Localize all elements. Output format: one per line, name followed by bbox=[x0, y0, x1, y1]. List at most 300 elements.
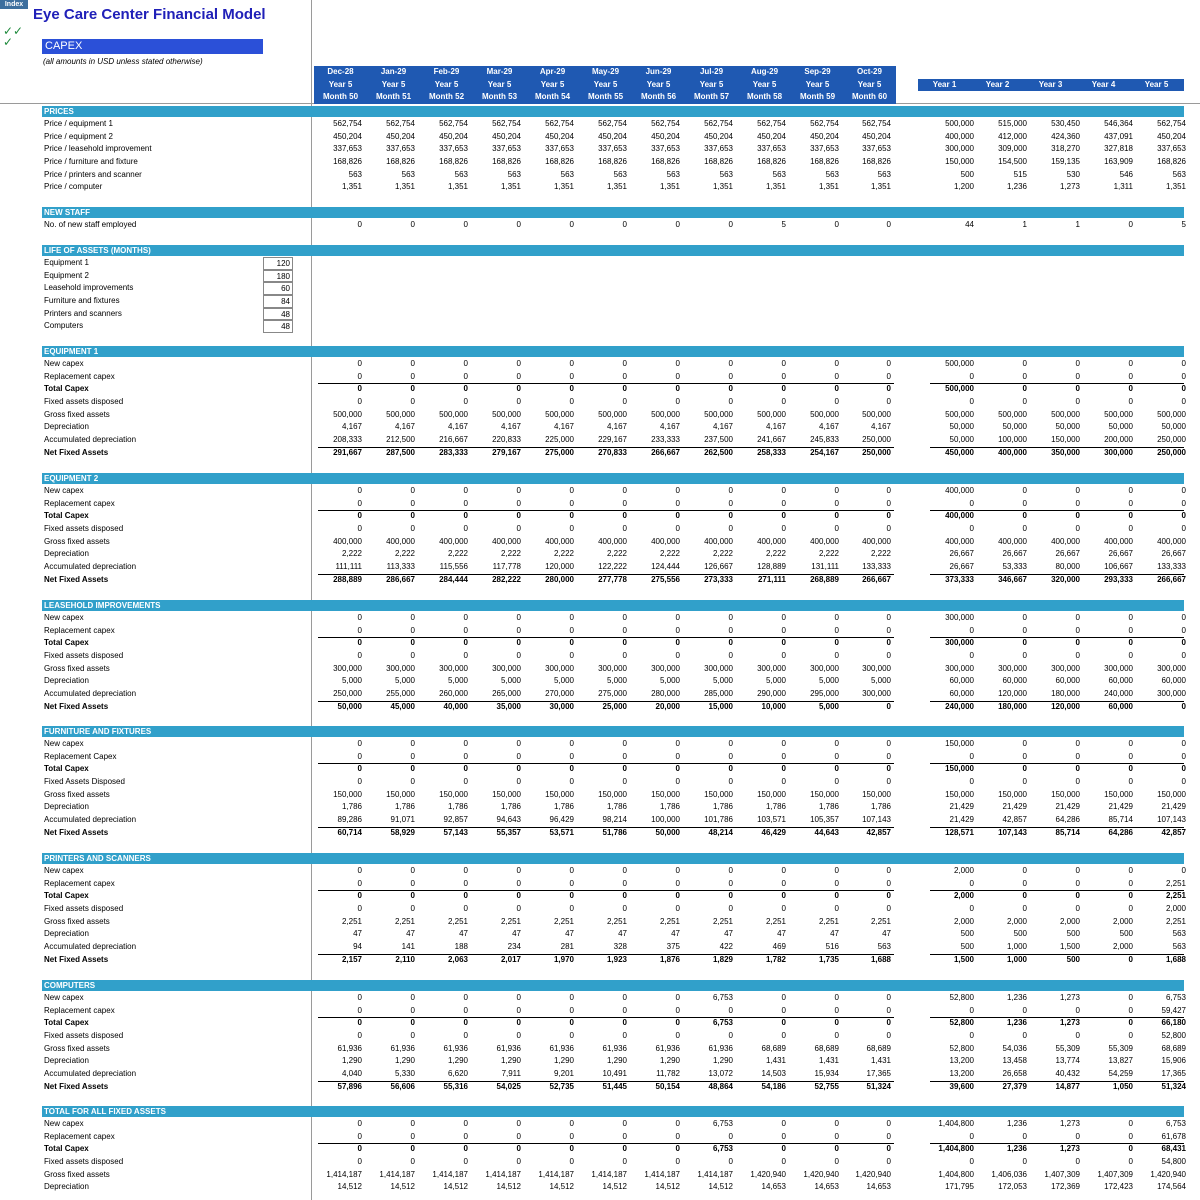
year-cell[interactable]: 2,000 bbox=[1112, 916, 1133, 926]
month-cell[interactable]: 57,896 bbox=[337, 1081, 362, 1091]
year-cell[interactable]: 150,000 bbox=[1051, 789, 1080, 799]
month-cell[interactable]: 2,222 bbox=[606, 549, 627, 559]
year-cell[interactable]: 42,857 bbox=[1002, 815, 1027, 825]
year-cell[interactable]: 64,286 bbox=[1108, 827, 1133, 837]
month-cell[interactable]: 5,000 bbox=[818, 701, 839, 711]
month-cell[interactable]: 51,445 bbox=[602, 1081, 627, 1091]
month-cell[interactable]: 60,714 bbox=[337, 827, 362, 837]
month-cell[interactable]: 124,444 bbox=[651, 562, 680, 572]
year-cell[interactable]: 0 bbox=[1022, 1031, 1027, 1041]
year-cell[interactable]: 13,200 bbox=[949, 1069, 974, 1079]
year-cell[interactable]: 200,000 bbox=[1104, 435, 1133, 445]
month-cell[interactable]: 168,826 bbox=[651, 157, 680, 167]
month-cell[interactable]: 0 bbox=[357, 498, 362, 508]
month-cell[interactable]: 0 bbox=[781, 904, 786, 914]
month-cell[interactable]: 188 bbox=[454, 942, 468, 952]
month-cell[interactable]: 51,324 bbox=[866, 1081, 891, 1091]
month-cell[interactable]: 0 bbox=[357, 866, 362, 875]
year-cell[interactable]: 0 bbox=[1128, 651, 1133, 661]
month-cell[interactable]: 115,556 bbox=[439, 562, 468, 572]
year-cell[interactable]: 300,000 bbox=[1051, 663, 1080, 673]
month-cell[interactable]: 0 bbox=[516, 638, 521, 648]
year-cell[interactable]: 1,404,800 bbox=[938, 1144, 974, 1154]
month-cell[interactable]: 0 bbox=[516, 1157, 521, 1167]
year-cell[interactable]: 50,000 bbox=[1055, 422, 1080, 432]
month-cell[interactable]: 0 bbox=[728, 764, 733, 774]
month-cell[interactable]: 450,204 bbox=[492, 131, 521, 141]
month-cell[interactable]: 7,911 bbox=[501, 1069, 521, 1079]
year-cell[interactable]: 50,000 bbox=[1161, 422, 1186, 432]
month-cell[interactable]: 0 bbox=[675, 625, 680, 635]
year-cell[interactable]: 0 bbox=[1075, 486, 1080, 495]
month-cell[interactable]: 0 bbox=[569, 524, 574, 534]
month-cell[interactable]: 40,000 bbox=[443, 701, 468, 711]
month-cell[interactable]: 0 bbox=[781, 371, 786, 381]
month-cell[interactable]: 0 bbox=[622, 638, 627, 648]
month-cell[interactable]: 0 bbox=[569, 878, 574, 888]
month-cell[interactable]: 0 bbox=[516, 651, 521, 661]
year-cell[interactable]: 0 bbox=[969, 904, 974, 914]
month-cell[interactable]: 0 bbox=[410, 1018, 415, 1028]
month-cell[interactable]: 0 bbox=[463, 993, 468, 1002]
month-cell[interactable]: 0 bbox=[675, 1018, 680, 1028]
month-cell[interactable]: 0 bbox=[622, 993, 627, 1002]
month-cell[interactable]: 0 bbox=[410, 1031, 415, 1041]
year-cell[interactable]: 0 bbox=[1181, 613, 1186, 622]
month-cell[interactable]: 6,753 bbox=[712, 1119, 733, 1128]
month-cell[interactable]: 0 bbox=[569, 384, 574, 394]
month-cell[interactable]: 1,414,187 bbox=[485, 1169, 521, 1179]
month-cell[interactable]: 150,000 bbox=[333, 789, 362, 799]
year-cell[interactable]: 1,688 bbox=[1165, 954, 1186, 964]
year-cell[interactable]: 500,000 bbox=[945, 409, 974, 419]
month-cell[interactable]: 0 bbox=[886, 1119, 891, 1128]
month-cell[interactable]: 0 bbox=[834, 651, 839, 661]
month-cell[interactable]: 0 bbox=[569, 1144, 574, 1154]
year-cell[interactable]: 1,236 bbox=[1006, 1018, 1027, 1028]
month-cell[interactable]: 563 bbox=[719, 169, 733, 179]
year-cell[interactable]: 300,000 bbox=[945, 613, 974, 622]
month-cell[interactable]: 0 bbox=[834, 486, 839, 495]
month-cell[interactable]: 0 bbox=[516, 359, 521, 368]
month-cell[interactable]: 0 bbox=[569, 651, 574, 661]
month-cell[interactable]: 0 bbox=[516, 1005, 521, 1015]
month-cell[interactable]: 4,167 bbox=[394, 422, 415, 432]
month-cell[interactable]: 0 bbox=[728, 1131, 733, 1141]
month-cell[interactable]: 61,936 bbox=[390, 1043, 415, 1053]
month-cell[interactable]: 5,330 bbox=[394, 1069, 415, 1079]
year-cell[interactable]: 0 bbox=[1181, 359, 1186, 368]
month-cell[interactable]: 1,414,187 bbox=[538, 1169, 574, 1179]
year-cell[interactable]: 500,000 bbox=[945, 384, 974, 394]
month-cell[interactable]: 47 bbox=[512, 929, 521, 939]
month-cell[interactable]: 400,000 bbox=[862, 536, 891, 546]
month-cell[interactable]: 1,414,187 bbox=[591, 1169, 627, 1179]
year-cell[interactable]: 337,653 bbox=[1157, 144, 1186, 154]
month-cell[interactable]: 0 bbox=[781, 359, 786, 368]
month-cell[interactable]: 15,000 bbox=[708, 701, 733, 711]
month-cell[interactable]: 1,786 bbox=[447, 802, 468, 812]
month-cell[interactable]: 1,414,187 bbox=[326, 1169, 362, 1179]
year-cell[interactable]: 1,236 bbox=[1006, 1119, 1027, 1128]
month-cell[interactable]: 0 bbox=[781, 1031, 786, 1041]
month-cell[interactable]: 0 bbox=[834, 878, 839, 888]
month-cell[interactable]: 337,653 bbox=[651, 144, 680, 154]
year-cell[interactable]: 546,364 bbox=[1104, 119, 1133, 128]
month-cell[interactable]: 0 bbox=[622, 524, 627, 534]
year-cell[interactable]: 21,429 bbox=[1055, 802, 1080, 812]
month-cell[interactable]: 0 bbox=[675, 397, 680, 407]
month-cell[interactable]: 0 bbox=[886, 878, 891, 888]
month-cell[interactable]: 516 bbox=[825, 942, 839, 952]
month-cell[interactable]: 400,000 bbox=[333, 536, 362, 546]
year-cell[interactable]: 500,000 bbox=[945, 119, 974, 128]
year-cell[interactable]: 400,000 bbox=[998, 447, 1027, 457]
year-cell[interactable]: 500 bbox=[1066, 954, 1080, 964]
year-cell[interactable]: 1,236 bbox=[1006, 993, 1027, 1002]
month-cell[interactable]: 0 bbox=[569, 777, 574, 787]
year-cell[interactable]: 21,429 bbox=[1002, 802, 1027, 812]
month-cell[interactable]: 0 bbox=[463, 638, 468, 648]
month-cell[interactable]: 563 bbox=[507, 169, 521, 179]
month-cell[interactable]: 270,000 bbox=[545, 689, 574, 699]
month-cell[interactable]: 141 bbox=[401, 942, 415, 952]
year-cell[interactable]: 26,667 bbox=[1161, 549, 1186, 559]
year-cell[interactable]: 68,431 bbox=[1161, 1144, 1186, 1154]
month-cell[interactable]: 2,251 bbox=[341, 916, 362, 926]
month-cell[interactable]: 61,936 bbox=[549, 1043, 574, 1053]
month-cell[interactable]: 0 bbox=[410, 904, 415, 914]
month-cell[interactable]: 0 bbox=[357, 511, 362, 521]
year-cell[interactable]: 60,000 bbox=[1161, 676, 1186, 686]
year-cell[interactable]: 55,309 bbox=[1055, 1043, 1080, 1053]
year-cell[interactable]: 0 bbox=[1128, 613, 1133, 622]
month-cell[interactable]: 0 bbox=[463, 1005, 468, 1015]
month-cell[interactable]: 0 bbox=[357, 625, 362, 635]
month-cell[interactable]: 0 bbox=[410, 1144, 415, 1154]
year-cell[interactable]: 64,286 bbox=[1055, 815, 1080, 825]
month-cell[interactable]: 1,290 bbox=[500, 1056, 521, 1066]
month-cell[interactable]: 61,936 bbox=[708, 1043, 733, 1053]
year-cell[interactable]: 346,667 bbox=[998, 574, 1027, 584]
month-cell[interactable]: 0 bbox=[463, 498, 468, 508]
month-cell[interactable]: 0 bbox=[463, 220, 468, 229]
month-cell[interactable]: 562,754 bbox=[545, 119, 574, 128]
month-cell[interactable]: 0 bbox=[410, 764, 415, 774]
month-cell[interactable]: 0 bbox=[886, 486, 891, 495]
year-cell[interactable]: 0 bbox=[1075, 1031, 1080, 1041]
month-cell[interactable]: 0 bbox=[886, 777, 891, 787]
month-cell[interactable]: 17,365 bbox=[866, 1069, 891, 1079]
month-cell[interactable]: 168,826 bbox=[545, 157, 574, 167]
month-cell[interactable]: 0 bbox=[781, 1157, 786, 1167]
month-cell[interactable]: 168,826 bbox=[439, 157, 468, 167]
year-cell[interactable]: 150,000 bbox=[945, 764, 974, 774]
year-cell[interactable]: 54,036 bbox=[1002, 1043, 1027, 1053]
year-cell[interactable]: 293,333 bbox=[1104, 574, 1133, 584]
year-cell[interactable]: 106,667 bbox=[1104, 562, 1133, 572]
month-cell[interactable]: 0 bbox=[886, 739, 891, 748]
month-cell[interactable]: 0 bbox=[622, 751, 627, 761]
year-cell[interactable]: 0 bbox=[1128, 1119, 1133, 1128]
month-cell[interactable]: 0 bbox=[886, 891, 891, 901]
year-cell[interactable]: 150,000 bbox=[1051, 435, 1080, 445]
year-cell[interactable]: 300,000 bbox=[1104, 447, 1133, 457]
month-cell[interactable]: 337,653 bbox=[598, 144, 627, 154]
month-cell[interactable]: 61,936 bbox=[337, 1043, 362, 1053]
month-cell[interactable]: 0 bbox=[781, 878, 786, 888]
month-cell[interactable]: 50,000 bbox=[337, 701, 362, 711]
year-cell[interactable]: 0 bbox=[1128, 359, 1133, 368]
month-cell[interactable]: 0 bbox=[781, 638, 786, 648]
month-cell[interactable]: 0 bbox=[886, 866, 891, 875]
year-cell[interactable]: 300,000 bbox=[945, 144, 974, 154]
month-cell[interactable]: 1,414,187 bbox=[644, 1169, 680, 1179]
year-cell[interactable]: 0 bbox=[1128, 777, 1133, 787]
month-cell[interactable]: 0 bbox=[622, 777, 627, 787]
month-cell[interactable]: 0 bbox=[410, 524, 415, 534]
year-cell[interactable]: 1,351 bbox=[1165, 182, 1186, 192]
year-cell[interactable]: 171,795 bbox=[945, 1182, 974, 1192]
month-cell[interactable]: 0 bbox=[728, 486, 733, 495]
month-cell[interactable]: 57,143 bbox=[443, 827, 468, 837]
year-cell[interactable]: 0 bbox=[1075, 498, 1080, 508]
month-cell[interactable]: 0 bbox=[781, 1018, 786, 1028]
year-cell[interactable]: 1,050 bbox=[1112, 1081, 1133, 1091]
month-cell[interactable]: 500,000 bbox=[386, 409, 415, 419]
month-cell[interactable]: 0 bbox=[622, 764, 627, 774]
month-cell[interactable]: 2,157 bbox=[341, 954, 362, 964]
month-cell[interactable]: 0 bbox=[781, 777, 786, 787]
month-cell[interactable]: 0 bbox=[622, 220, 627, 229]
year-cell[interactable]: 0 bbox=[1075, 1131, 1080, 1141]
year-cell[interactable]: 0 bbox=[1181, 397, 1186, 407]
year-cell[interactable]: 0 bbox=[1128, 993, 1133, 1002]
month-cell[interactable]: 13,072 bbox=[708, 1069, 733, 1079]
year-cell[interactable]: 150,000 bbox=[945, 789, 974, 799]
month-cell[interactable]: 0 bbox=[781, 397, 786, 407]
month-cell[interactable]: 0 bbox=[357, 371, 362, 381]
year-cell[interactable]: 21,429 bbox=[949, 815, 974, 825]
month-cell[interactable]: 2,222 bbox=[712, 549, 733, 559]
month-cell[interactable]: 0 bbox=[569, 511, 574, 521]
month-cell[interactable]: 562,754 bbox=[651, 119, 680, 128]
month-cell[interactable]: 168,826 bbox=[862, 157, 891, 167]
month-cell[interactable]: 563 bbox=[877, 942, 891, 952]
month-cell[interactable]: 0 bbox=[728, 651, 733, 661]
month-cell[interactable]: 563 bbox=[666, 169, 680, 179]
month-cell[interactable]: 0 bbox=[834, 625, 839, 635]
month-cell[interactable]: 422 bbox=[719, 942, 733, 952]
year-cell[interactable]: 300,000 bbox=[1157, 689, 1186, 699]
month-cell[interactable]: 10,000 bbox=[761, 701, 786, 711]
year-cell[interactable]: 0 bbox=[969, 397, 974, 407]
month-cell[interactable]: 0 bbox=[675, 764, 680, 774]
year-cell[interactable]: 0 bbox=[1075, 384, 1080, 394]
month-cell[interactable]: 0 bbox=[516, 891, 521, 901]
month-cell[interactable]: 0 bbox=[463, 397, 468, 407]
month-cell[interactable]: 245,833 bbox=[810, 435, 839, 445]
year-cell[interactable]: 0 bbox=[1022, 891, 1027, 901]
month-cell[interactable]: 562,754 bbox=[333, 119, 362, 128]
year-cell[interactable]: 0 bbox=[969, 625, 974, 635]
year-cell[interactable]: 1,273 bbox=[1059, 182, 1080, 192]
month-cell[interactable]: 0 bbox=[357, 764, 362, 774]
month-cell[interactable]: 0 bbox=[886, 498, 891, 508]
month-cell[interactable]: 14,653 bbox=[761, 1182, 786, 1192]
year-cell[interactable]: 318,270 bbox=[1051, 144, 1080, 154]
month-cell[interactable]: 500,000 bbox=[757, 409, 786, 419]
month-cell[interactable]: 0 bbox=[675, 371, 680, 381]
month-cell[interactable]: 262,500 bbox=[704, 447, 733, 457]
year-cell[interactable]: 0 bbox=[1022, 511, 1027, 521]
year-cell[interactable]: 2,251 bbox=[1165, 916, 1186, 926]
month-cell[interactable]: 0 bbox=[569, 638, 574, 648]
month-cell[interactable]: 14,512 bbox=[337, 1182, 362, 1192]
year-cell[interactable]: 15,906 bbox=[1161, 1056, 1186, 1066]
year-cell[interactable]: 563 bbox=[1172, 929, 1186, 939]
year-cell[interactable]: 0 bbox=[1022, 904, 1027, 914]
month-cell[interactable]: 0 bbox=[728, 397, 733, 407]
month-cell[interactable]: 0 bbox=[886, 1018, 891, 1028]
month-cell[interactable]: 0 bbox=[463, 739, 468, 748]
month-cell[interactable]: 563 bbox=[877, 169, 891, 179]
month-cell[interactable]: 2,251 bbox=[870, 916, 891, 926]
month-cell[interactable]: 0 bbox=[728, 739, 733, 748]
month-cell[interactable]: 0 bbox=[463, 1119, 468, 1128]
month-cell[interactable]: 58,929 bbox=[390, 827, 415, 837]
month-cell[interactable]: 103,571 bbox=[757, 815, 786, 825]
month-cell[interactable]: 0 bbox=[886, 1031, 891, 1041]
year-cell[interactable]: 0 bbox=[1181, 777, 1186, 787]
year-cell[interactable]: 0 bbox=[1128, 486, 1133, 495]
month-cell[interactable]: 0 bbox=[410, 511, 415, 521]
month-cell[interactable]: 0 bbox=[622, 866, 627, 875]
year-cell[interactable]: 0 bbox=[1181, 638, 1186, 648]
month-cell[interactable]: 94,643 bbox=[496, 815, 521, 825]
year-cell[interactable]: 0 bbox=[1181, 384, 1186, 394]
month-cell[interactable]: 0 bbox=[357, 1018, 362, 1028]
month-cell[interactable]: 300,000 bbox=[386, 663, 415, 673]
month-cell[interactable]: 47 bbox=[459, 929, 468, 939]
year-cell[interactable]: 0 bbox=[1075, 638, 1080, 648]
year-cell[interactable]: 0 bbox=[1128, 751, 1133, 761]
month-cell[interactable]: 1,351 bbox=[818, 182, 839, 192]
year-cell[interactable]: 240,000 bbox=[945, 701, 974, 711]
month-cell[interactable]: 55,316 bbox=[443, 1081, 468, 1091]
month-cell[interactable]: 0 bbox=[781, 739, 786, 748]
year-cell[interactable]: 159,135 bbox=[1051, 157, 1080, 167]
year-cell[interactable]: 1,311 bbox=[1113, 182, 1133, 192]
year-cell[interactable]: 0 bbox=[1022, 751, 1027, 761]
month-cell[interactable]: 168,826 bbox=[810, 157, 839, 167]
month-cell[interactable]: 400,000 bbox=[386, 536, 415, 546]
year-cell[interactable]: 1,404,800 bbox=[938, 1169, 974, 1179]
year-cell[interactable]: 40,432 bbox=[1055, 1069, 1080, 1079]
month-cell[interactable]: 14,512 bbox=[443, 1182, 468, 1192]
month-cell[interactable]: 54,186 bbox=[761, 1081, 786, 1091]
month-cell[interactable]: 4,167 bbox=[659, 422, 680, 432]
month-cell[interactable]: 0 bbox=[622, 359, 627, 368]
month-cell[interactable]: 4,167 bbox=[447, 422, 468, 432]
year-cell[interactable]: 6,753 bbox=[1165, 1119, 1186, 1128]
month-cell[interactable]: 0 bbox=[728, 1031, 733, 1041]
month-cell[interactable]: 0 bbox=[357, 638, 362, 648]
year-cell[interactable]: 52,800 bbox=[949, 1043, 974, 1053]
month-cell[interactable]: 337,653 bbox=[810, 144, 839, 154]
month-cell[interactable]: 0 bbox=[463, 751, 468, 761]
year-cell[interactable]: 39,600 bbox=[949, 1081, 974, 1091]
month-cell[interactable]: 0 bbox=[622, 397, 627, 407]
month-cell[interactable]: 500,000 bbox=[598, 409, 627, 419]
month-cell[interactable]: 400,000 bbox=[545, 536, 574, 546]
month-cell[interactable]: 35,000 bbox=[496, 701, 521, 711]
month-cell[interactable]: 1,735 bbox=[818, 954, 839, 964]
month-cell[interactable]: 562,754 bbox=[439, 119, 468, 128]
month-cell[interactable]: 0 bbox=[728, 1157, 733, 1167]
year-cell[interactable]: 21,429 bbox=[1161, 802, 1186, 812]
month-cell[interactable]: 2,222 bbox=[500, 549, 521, 559]
year-cell[interactable]: 320,000 bbox=[1051, 574, 1080, 584]
month-cell[interactable]: 0 bbox=[569, 1131, 574, 1141]
year-cell[interactable]: 0 bbox=[1075, 359, 1080, 368]
month-cell[interactable]: 0 bbox=[834, 777, 839, 787]
month-cell[interactable]: 450,204 bbox=[757, 131, 786, 141]
month-cell[interactable]: 450,204 bbox=[545, 131, 574, 141]
year-cell[interactable]: 500 bbox=[960, 942, 974, 952]
year-cell[interactable]: 50,000 bbox=[949, 422, 974, 432]
year-cell[interactable]: 0 bbox=[1022, 498, 1027, 508]
year-cell[interactable]: 13,458 bbox=[1002, 1056, 1027, 1066]
month-cell[interactable]: 0 bbox=[728, 777, 733, 787]
month-cell[interactable]: 0 bbox=[675, 1031, 680, 1041]
month-cell[interactable]: 47 bbox=[618, 929, 627, 939]
year-cell[interactable]: 44 bbox=[965, 220, 974, 229]
month-cell[interactable]: 4,167 bbox=[553, 422, 574, 432]
year-cell[interactable]: 60,000 bbox=[1002, 676, 1027, 686]
month-cell[interactable]: 0 bbox=[834, 638, 839, 648]
year-cell[interactable]: 2,000 bbox=[1006, 916, 1027, 926]
month-cell[interactable]: 500,000 bbox=[333, 409, 362, 419]
month-cell[interactable]: 1,351 bbox=[606, 182, 627, 192]
month-cell[interactable]: 562,754 bbox=[757, 119, 786, 128]
month-cell[interactable]: 500,000 bbox=[651, 409, 680, 419]
month-cell[interactable]: 0 bbox=[675, 1005, 680, 1015]
year-cell[interactable]: 0 bbox=[1128, 1005, 1133, 1015]
month-cell[interactable]: 0 bbox=[357, 904, 362, 914]
year-cell[interactable]: 0 bbox=[1075, 1157, 1080, 1167]
month-cell[interactable]: 337,653 bbox=[704, 144, 733, 154]
month-cell[interactable]: 150,000 bbox=[757, 789, 786, 799]
year-cell[interactable]: 500,000 bbox=[1051, 409, 1080, 419]
month-cell[interactable]: 0 bbox=[622, 1144, 627, 1154]
month-cell[interactable]: 0 bbox=[886, 1131, 891, 1141]
month-cell[interactable]: 1,351 bbox=[553, 182, 574, 192]
month-cell[interactable]: 271,111 bbox=[757, 574, 786, 584]
month-cell[interactable]: 0 bbox=[834, 498, 839, 508]
month-cell[interactable]: 0 bbox=[781, 524, 786, 534]
month-cell[interactable]: 14,653 bbox=[866, 1182, 891, 1192]
month-cell[interactable]: 450,204 bbox=[651, 131, 680, 141]
month-cell[interactable]: 0 bbox=[675, 498, 680, 508]
month-cell[interactable]: 286,667 bbox=[386, 574, 415, 584]
month-cell[interactable]: 0 bbox=[675, 891, 680, 901]
month-cell[interactable]: 113,333 bbox=[386, 562, 415, 572]
month-cell[interactable]: 168,826 bbox=[386, 157, 415, 167]
month-cell[interactable]: 1,420,940 bbox=[803, 1169, 839, 1179]
month-cell[interactable]: 0 bbox=[410, 739, 415, 748]
month-cell[interactable]: 500,000 bbox=[439, 409, 468, 419]
